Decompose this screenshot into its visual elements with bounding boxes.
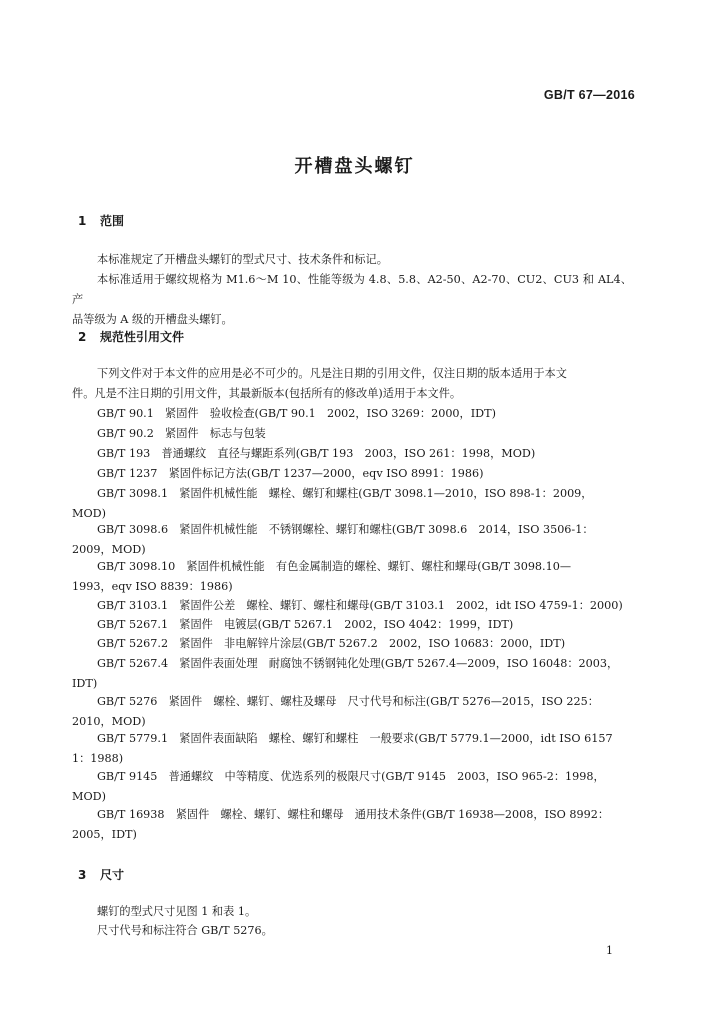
- reference-line-2: 1：1988): [72, 752, 124, 765]
- reference-line-1: GB/T 1237 紧固件标记方法(GB/T 1237—2000，eqv ISO 8991：1986): [97, 467, 484, 480]
- reference-item: [72, 615, 632, 635]
- reference-line-2: 2010，MOD): [72, 715, 146, 728]
- section-3-heading: [78, 866, 124, 883]
- reference-item: [72, 805, 632, 845]
- reference-line-1: GB/T 5267.1 紧固件 电镀层(GB/T 5267.1 2002，ISO 4042：1999，IDT): [97, 618, 514, 631]
- reference-line-1: GB/T 3098.6 紧固件机械性能 不锈钢螺栓、螺钉和螺柱(GB/T 3098.6 2014，ISO 3506-1：: [97, 523, 594, 536]
- reference-item: [72, 654, 632, 694]
- reference-line-1: GB/T 90.1 紧固件 验收检查(GB/T 90.1 2002，ISO 3269：2000，IDT): [97, 407, 496, 420]
- reference-line-1: GB/T 16938 紧固件 螺栓、螺钉、螺柱和螺母 通用技术条件(GB/T 16938—2008，ISO 8992：: [97, 808, 610, 821]
- standard-code: GB/T 67—2016: [543, 88, 635, 102]
- reference-line-1: GB/T 9145 普通螺纹 中等精度、优选系列的极限尺寸(GB/T 9145 2003，ISO 965-2：1998，: [97, 770, 605, 783]
- normative-intro: [72, 364, 632, 404]
- reference-line-2: MOD): [72, 507, 106, 520]
- section-number: 2: [78, 330, 87, 344]
- reference-item: [72, 520, 632, 560]
- section-number: 3: [78, 868, 87, 882]
- normative-intro-line-1: 下列文件对于本文件的应用是必不可少的。凡是注日期的引用文件，仅注日期的版本适用于本文: [97, 367, 567, 380]
- scope-paragraph-1: 本标准规定了开槽盘头螺钉的型式尺寸、技术条件和标记。: [97, 253, 388, 266]
- reference-item: [72, 634, 632, 654]
- reference-line-1: GB/T 5779.1 紧固件表面缺陷 螺栓、螺钉和螺柱 一般要求(GB/T 5779.1—2000，idt ISO 6157: [97, 732, 613, 745]
- dimensions-paragraph-2: 尺寸代号和标注符合 GB/T 5276。: [97, 924, 273, 937]
- reference-line-1: GB/T 3098.1 紧固件机械性能 螺栓、螺钉和螺柱(GB/T 3098.1—2010，ISO 898-1：2009，: [97, 487, 593, 500]
- section-number: 1: [78, 214, 87, 228]
- section-1-heading: [78, 212, 124, 229]
- reference-line-1: GB/T 5267.4 紧固件表面处理 耐腐蚀不锈钢钝化处理(GB/T 5267.4—2009，ISO 16048：2003，: [97, 657, 619, 670]
- reference-item: [72, 557, 632, 597]
- section-title: 规范性引用文件: [100, 330, 185, 344]
- page-number: 1: [606, 944, 613, 957]
- document-title: 开槽盘头螺钉: [294, 156, 415, 177]
- section-2-heading: [78, 328, 184, 345]
- reference-item: [72, 484, 632, 524]
- reference-line-1: GB/T 5267.2 紧固件 非电解锌片涂层(GB/T 5267.2 2002，ISO 10683：2000，IDT): [97, 637, 566, 650]
- reference-line-1: GB/T 3098.10 紧固件机械性能 有色金属制造的螺栓、螺钉、螺柱和螺母(GB/T 3098.10—: [97, 560, 572, 573]
- scope-paragraph-2-line-1: 本标准适用于螺纹规格为 M1.6～M 10、性能等级为 4.8、5.8、A2-50、A2-70、CU2、CU3 和 AL4、产: [72, 273, 632, 306]
- reference-line-1: GB/T 3103.1 紧固件公差 螺栓、螺钉、螺柱和螺母(GB/T 3103.1 2002，idt ISO 4759-1：2000): [97, 599, 623, 612]
- reference-item: [72, 729, 632, 769]
- reference-line-2: IDT): [72, 677, 98, 690]
- reference-line-2: MOD): [72, 790, 106, 803]
- reference-item: [72, 596, 632, 616]
- reference-line-1: GB/T 5276 紧固件 螺栓、螺钉、螺柱及螺母 尺寸代号和标注(GB/T 5276—2015，ISO 225：: [97, 695, 599, 708]
- normative-intro-line-2: 件。凡是不注日期的引用文件，其最新版本(包括所有的修改单)适用于本文件。: [72, 387, 462, 400]
- reference-item: [72, 767, 632, 807]
- reference-item: [72, 444, 632, 464]
- reference-line-2: 2009，MOD): [72, 543, 146, 556]
- reference-line-2: 2005，IDT): [72, 828, 137, 841]
- scope-paragraph-2-line-2: 品等级为 A 级的开槽盘头螺钉。: [72, 313, 233, 326]
- reference-item: [72, 404, 632, 424]
- scope-paragraph-2: [72, 270, 632, 330]
- section-title: 范围: [100, 214, 125, 228]
- dimensions-paragraph-1: 螺钉的型式尺寸见图 1 和表 1。: [97, 905, 257, 918]
- reference-item: [72, 692, 632, 732]
- reference-line-1: GB/T 193 普通螺纹 直径与螺距系列(GB/T 193 2003，ISO 261：1998，MOD): [97, 447, 536, 460]
- reference-line-2: 1993，eqv ISO 8839：1986): [72, 580, 233, 593]
- section-title: 尺寸: [100, 868, 125, 882]
- reference-item: [72, 464, 632, 484]
- reference-line-1: GB/T 90.2 紧固件 标志与包装: [97, 427, 266, 440]
- reference-item: [72, 424, 632, 444]
